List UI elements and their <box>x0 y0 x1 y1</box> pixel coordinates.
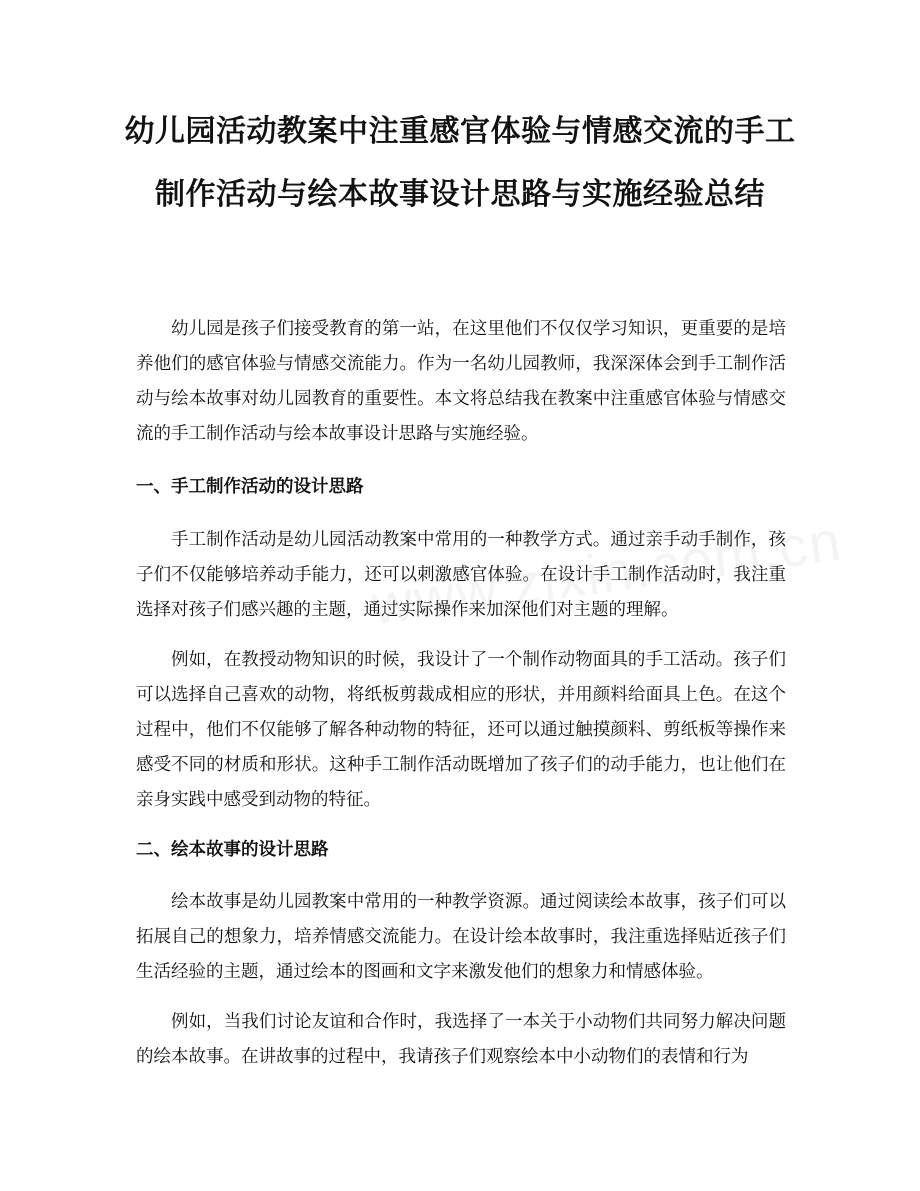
section-crafts-paragraph-1: 手工制作活动是幼儿园活动教案中常用的一种教学方式。通过亲手动手制作，孩子们不仅能够培养动手能力，还可以刺激感官体验。在设计手工制作活动时，我注重选择对孩子们感兴趣的主题，通过实际操作来加深他们对主题的理解。 <box>136 530 786 620</box>
document-title: 幼儿园活动教案中注重感官体验与情感交流的手工制作活动与绘本故事设计思路与实施经验总结 <box>124 114 796 212</box>
intro-paragraph: 幼儿园是孩子们接受教育的第一站，在这里他们不仅仅学习知识，更重要的是培养他们的感官体验与情感交流能力。作为一名幼儿园教师，我深深体会到手工制作活动与绘本故事对幼儿园教育的重要性。本文将总结我在教案中注重感官体验与情感交流的手工制作活动与绘本故事设计思路与实施经验。 <box>136 319 786 444</box>
section-heading-picturebooks: 二、绘本故事的设计思路 <box>136 840 329 860</box>
section-heading-crafts: 一、手工制作活动的设计思路 <box>136 477 364 497</box>
section-crafts-paragraph-2: 例如，在教授动物知识的时候，我设计了一个制作动物面具的手工活动。孩子们可以选择自己喜欢的动物，将纸板剪裁成相应的形状，并用颜料给面具上色。在这个过程中，他们不仅能够了解各种动物的特征，还可以通过触摸颜料、剪纸板等操作来感受不同的材质和形状。这种手工制作活动既增加了孩子们的动手能力，也让他们在亲身实践中感受到动物的特征。 <box>136 650 786 810</box>
section-picturebooks-paragraph-2: 例如，当我们讨论友谊和合作时，我选择了一本关于小动物们共同努力解决问题的绘本故事。在讲故事的过程中，我请孩子们观察绘本中小动物们的表情和行为 <box>136 1012 786 1067</box>
section-picturebooks-paragraph-1: 绘本故事是幼儿园教案中常用的一种教学资源。通过阅读绘本故事，孩子们可以拓展自己的想象力，培养情感交流能力。在设计绘本故事时，我注重选择贴近孩子们生活经验的主题，通过绘本的图画和文字来激发他们的想象力和情感体验。 <box>136 892 786 982</box>
